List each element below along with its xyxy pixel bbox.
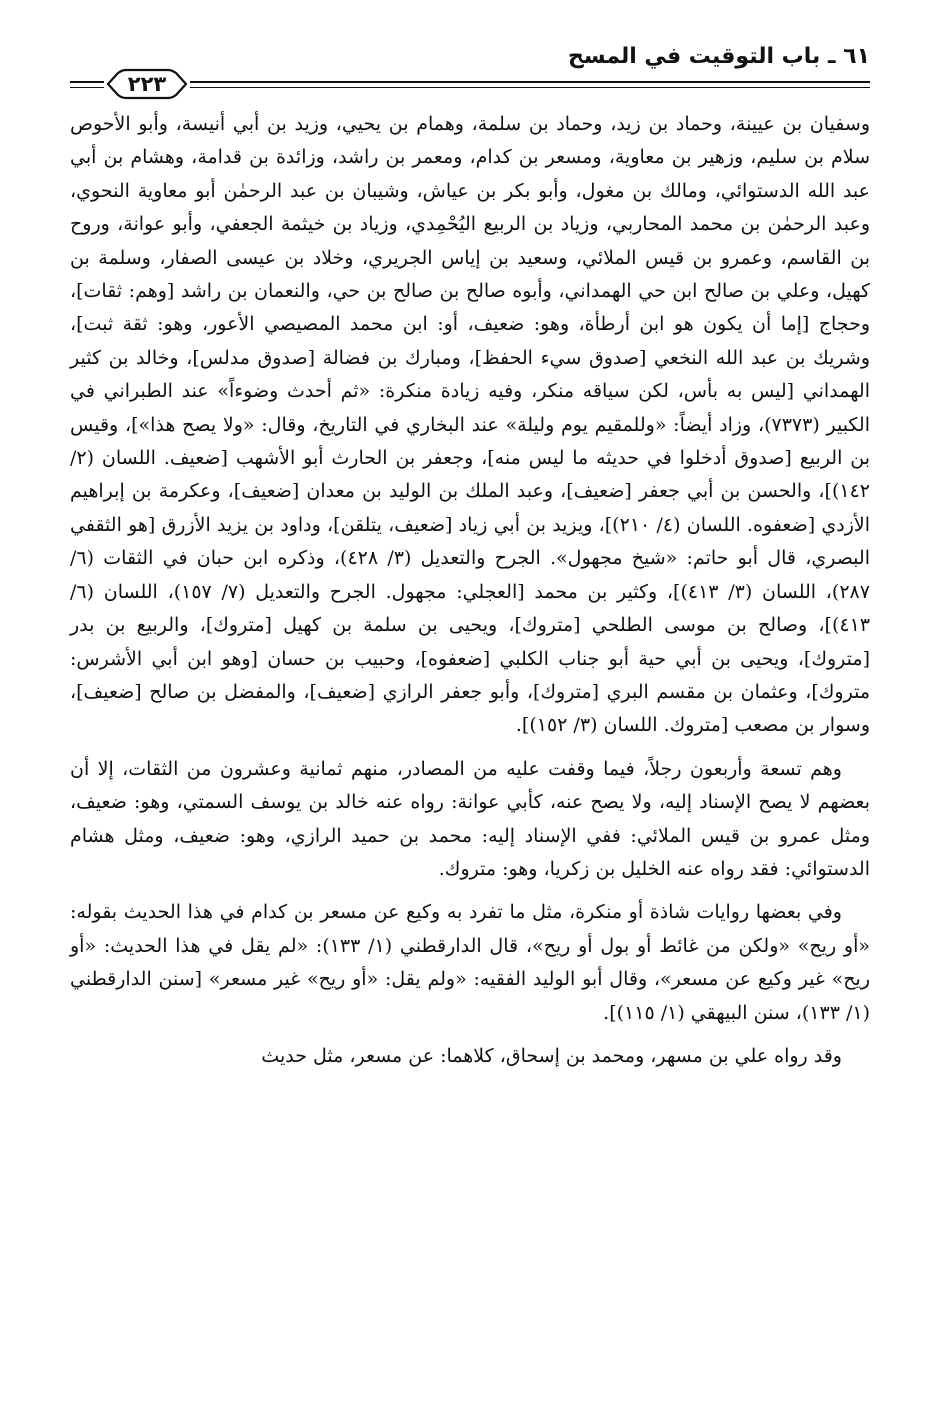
header-rule-line xyxy=(70,81,104,83)
header-rule-line xyxy=(70,87,104,88)
header-rule xyxy=(70,68,870,102)
paragraph: وقد رواه علي بن مسهر، ومحمد بن إسحاق، كلاهما: عن مسعر، مثل حديث xyxy=(261,1044,842,1067)
paragraph: وهم تسعة وأربعون رجلاً، فيما وقفت عليه من المصادر، منهم ثمانية وعشرون من الثقات، إلا أن بعضهم لا يصح الإسناد إليه، ولا يصح عنه، كأبي عوانة: رواه عنه خالد بن يوسف السمتي، وهو: ضعيف، ومثل عمرو بن قيس الملائي: ففي الإسناد إليه: محمد بن حميد الرازي، وهو: ضعيف، ومثل هشام الدستوائي: فقد رواه عنه الخليل بن زكريا، وهو: متروك. xyxy=(70,757,870,880)
book-page xyxy=(70,40,870,1380)
page-number-badge xyxy=(106,68,188,100)
chapter-title: ٦١ ـ باب التوقيت في المسح xyxy=(567,44,870,69)
page-number: ٢٢٣ xyxy=(127,72,167,96)
paragraph: وسفيان بن عيينة، وحماد بن زيد، وحماد بن سلمة، وهمام بن يحيي، وزيد بن أبي أنيسة، وأبو الأحوص سلام بن سليم، وزهير بن معاوية، ومسعر بن كدام، ومعمر بن راشد، وزائدة بن قدامة، وهشام بن أبي عبد الله الدستوائي، ومالك بن مغول، وأبو بكر بن عياش، وشيبان بن عبد الرحمٰن أبو معاوية النحوي، وعبد الرحمٰن بن محمد المحاربي، وزياد بن الربيع اليُحْمِدي، وزياد بن خيثمة الجعفي، وأبو عوانة، وروح بن القاسم، وعمرو بن قيس الملائي، وسعيد بن إياس الجريري، وخلاد بن عيسى الصفار، وسلمة بن كهيل، وعلي بن صالح ابن حي الهمداني، وأبوه صالح بن صالح بن حي، والنعمان بن راشد [وهم: ثقات]، وحجاج [إما أن يكون هو ابن أرطأة، وهو: ضعيف، أو: ابن محمد المصيصي الأعور، وهو: ثقة ثبت]، وشريك بن عبد الله النخعي [صدوق سيء الحفظ]، ومبارك بن فضالة [صدوق مدلس]، وخالد بن كثير الهمداني [ليس به بأس، لكن سياقه منكر، وفيه زيادة منكرة: «ثم أحدث وضوءاً» عند الطبراني في الكبير (٧٣٧٣)، وزاد أيضاً: «وللمقيم يوم وليلة» عند البخاري في التاريخ، وقال: «ولا يصح هذا»]، وقيس بن الربيع [صدوق أدخلوا في حديثه ما ليس منه]، وجعفر بن الحارث أبو الأشهب [ضعيف. اللسان (٢/ ١٤٢)]، والحسن بن أبي جعفر [ضعيف]، وعبد الملك بن الوليد بن معدان [ضعيف]، وعكرمة بن إبراهيم الأزدي [ضعفوه. اللسان (٤/ ٢١٠)]، ويزيد بن أبي زياد [ضعيف، يتلقن]، وداود بن يزيد الأزرق [هو الثقفي البصري، قال أبو حاتم: «شيخ مجهول». الجرح والتعديل (٣/ ٤٢٨)، وذكره ابن حبان في الثقات (٦/ ٢٨٧)، اللسان (٣/ ٤١٣)]، وكثير بن محمد [العجلي: مجهول. الجرح والتعديل (٧/ ١٥٧)، اللسان (٦/ ٤١٣)]، وصالح بن موسى الطلحي [متروك]، ويحيى بن سلمة بن كهيل [متروك]، والربيع بن بدر [متروك]، ويحيى بن أبي حية أبو جناب الكلبي [ضعفوه]، وحبيب بن حسان [وهو ابن أبي الأشرس: متروك]، وعثمان بن مقسم البري [متروك]، وأبو جعفر الرازي [ضعيف]، والمفضل بن صالح [ضعيف]، وسوار بن مصعب [متروك. اللسان (٣/ ١٥٢)]. xyxy=(70,113,870,737)
body-text xyxy=(70,108,870,1073)
header-rule-line xyxy=(190,81,870,83)
header-rule-line xyxy=(190,87,870,88)
running-header xyxy=(70,40,870,102)
paragraph: وفي بعضها روايات شاذة أو منكرة، مثل ما تفرد به وكيع عن مسعر بن كدام في هذا الحديث بقوله: «أو ريح» «ولكن من غائط أو بول أو ريح»، قال الدارقطني (١/ ١٣٣): «لم يقل في هذا الحديث: «أو ريح» غير وكيع عن مسعر»، وقال أبو الوليد الفقيه: «ولم يقل: «أو ريح» غير مسعر» [سنن الدارقطني (١/ ١٣٣)، سنن البيهقي (١/ ١١٥)]. xyxy=(70,901,870,1024)
